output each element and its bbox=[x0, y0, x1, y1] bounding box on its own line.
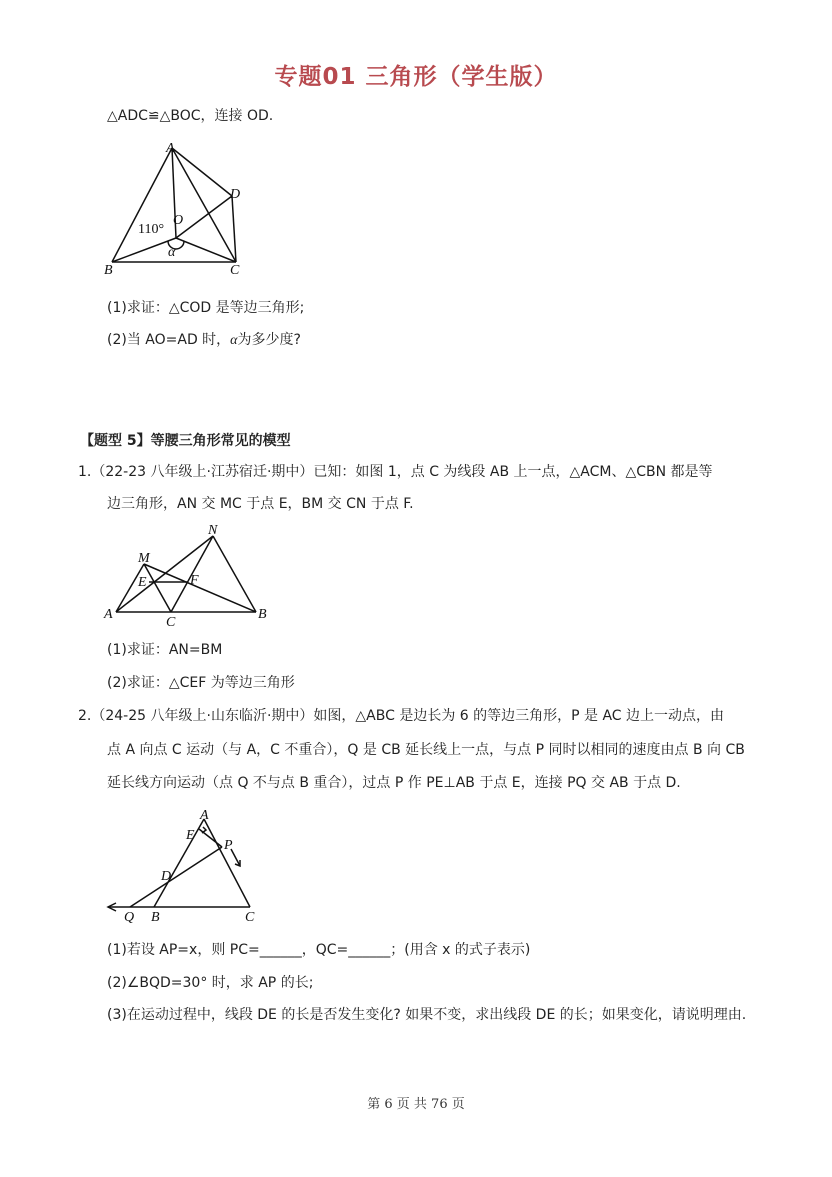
problem2-line1: 2.（24-25 八年级上·山东临沂·期中）如图，△ABC 是边长为 6 的等边三角形，P 是 AC 边上一动点，由 bbox=[78, 708, 725, 724]
problem1-line1: 1.（22-23 八年级上·江苏宿迁·期中）已知：如图 1，点 C 为线段 AB 上一点，△ACM、△CBN 都是等 bbox=[78, 464, 713, 480]
page-number: 第 6 页 共 76 页 bbox=[367, 1097, 465, 1112]
label-alpha: α bbox=[168, 245, 176, 260]
problem2-q1: (1)若设 AP=x，则 PC=______，QC=______；(用含 x 的式子表示) bbox=[107, 942, 531, 958]
label-p: P bbox=[224, 838, 233, 853]
label-c: C bbox=[166, 615, 176, 626]
seg-oc bbox=[176, 238, 236, 262]
seg-dc bbox=[232, 196, 236, 262]
figure-prev bbox=[100, 138, 260, 280]
page-title: 专题01 三角形（学生版） bbox=[274, 64, 558, 90]
label-b: B bbox=[151, 910, 160, 923]
prev-q2-post: 为多少度? bbox=[237, 332, 301, 348]
label-c: C bbox=[230, 263, 240, 278]
label-a: A bbox=[166, 141, 175, 156]
label-n: N bbox=[208, 523, 218, 538]
figure-problem2 bbox=[100, 805, 275, 923]
label-f: F bbox=[190, 573, 199, 588]
prev-q2-var: α bbox=[230, 333, 238, 348]
problem1-q2: (2)求证：△CEF 为等边三角形 bbox=[107, 675, 295, 691]
seg-pq bbox=[130, 847, 222, 907]
label-a: A bbox=[104, 607, 113, 622]
problem2-q3: (3)在运动过程中，线段 DE 的长是否发生变化? 如果不变，求出线段 DE 的长；如果变化，请说明理由. bbox=[107, 1007, 747, 1023]
label-d: D bbox=[230, 187, 241, 202]
seg-ab bbox=[112, 148, 172, 262]
prev-q2-pre: (2)当 AO=AD 时， bbox=[107, 332, 231, 348]
label-e: E bbox=[138, 575, 147, 590]
label-e: E bbox=[186, 828, 195, 843]
seg-nb bbox=[213, 536, 256, 612]
problem2-line3: 延长线方向运动（点 Q 不与点 B 重合），过点 P 作 PE⊥AB 于点 E，连接 PQ 交 AB 于点 D. bbox=[107, 775, 681, 791]
seg-od bbox=[176, 196, 232, 238]
problem2-q2: (2)∠BQD=30° 时，求 AP 的长; bbox=[107, 975, 314, 991]
label-a: A bbox=[200, 808, 209, 823]
prev-q2 bbox=[107, 330, 301, 351]
label-m: M bbox=[138, 551, 150, 566]
section-heading: 【题型 5】等腰三角形常见的模型 bbox=[80, 433, 291, 449]
seg-ac bbox=[172, 148, 236, 262]
label-d: D bbox=[161, 869, 172, 884]
right-angle-mark bbox=[202, 827, 206, 833]
seg-bo bbox=[112, 238, 176, 262]
seg-bm bbox=[144, 564, 256, 612]
prev-q1: (1)求证：△COD 是等边三角形; bbox=[107, 300, 305, 316]
problem1-q1: (1)求证：AN=BM bbox=[107, 642, 223, 658]
label-q: Q bbox=[124, 910, 135, 923]
label-o: O bbox=[173, 213, 184, 228]
problem1-line2: 边三角形，AN 交 MC 于点 E，BM 交 CN 于点 F. bbox=[107, 496, 414, 512]
prev-intro: △ADC≌△BOC，连接 OD. bbox=[107, 108, 274, 124]
label-angle-110: 110° bbox=[138, 222, 165, 237]
figure-problem1 bbox=[100, 522, 275, 626]
label-c: C bbox=[245, 910, 255, 923]
seg-ad bbox=[172, 148, 232, 196]
label-b: B bbox=[104, 263, 113, 278]
problem2-line2: 点 A 向点 C 运动（与 A，C 不重合），Q 是 CB 延长线上一点，与点 P 同时以相同的速度由点 B 向 CB bbox=[107, 742, 745, 758]
seg-ac bbox=[204, 819, 250, 907]
label-b: B bbox=[258, 607, 267, 622]
